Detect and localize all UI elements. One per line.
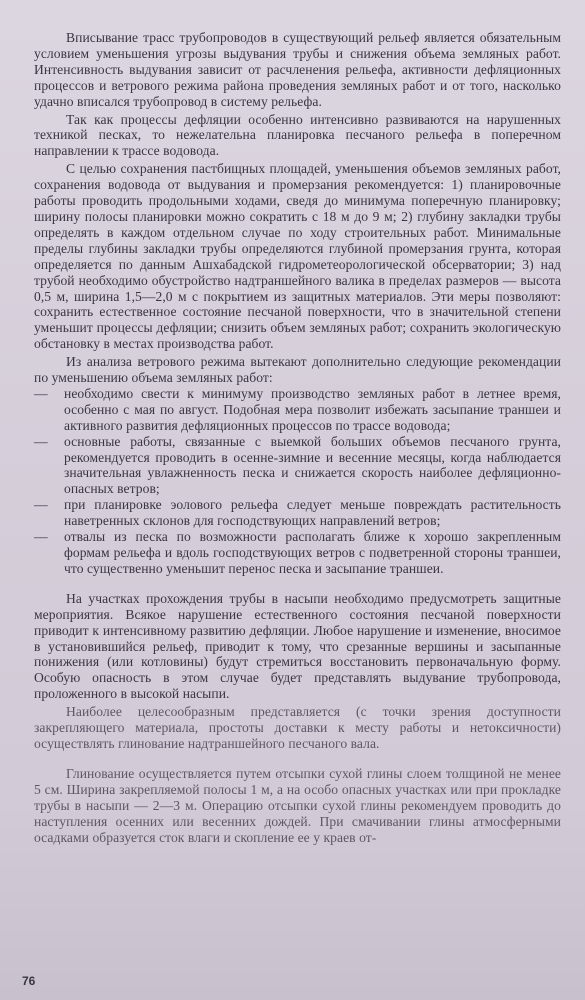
recommendation-list: [34, 386, 561, 577]
list-item: [34, 434, 561, 498]
paragraph-4: Из анализа ветрового режима вытекают дополнительно следующие рекомендации по уменьшению объема земляных работ:: [34, 354, 561, 386]
paragraph-5: На участках прохождения трубы в насыпи необходимо предусмотреть защитные мероприятия. Всякое нарушение естественного состояния песчаной поверхности приводит к интенсивному развитию дефляции. Любое нарушение и изменение, вносимое в установившийся рельеф, приводит к тому, что срезанные вершины и засыпанные понижения (или котловины) будут стремиться восстановить первоначальную форму. Особую опасность в этом случае будет представлять выдувание трубопровода, проложенного в высокой насыпи.: [34, 590, 561, 702]
list-item: [34, 386, 561, 434]
body-text: [34, 30, 561, 845]
list-dash: —: [34, 529, 48, 545]
list-item-text: основные работы, связанные с выемкой больших объемов песчаного грунта, рекомендуется проводить в осенне-зимние и весенние месяцы, когда наблюдается значительная увлажненность песка и снижается скорость наиболее дефляционно-опасных ветров;: [64, 433, 561, 497]
paragraph-2: Так как процессы дефляции особенно интенсивно развиваются на нарушенных техникой песках, то нежелательна планировка песчаного рельефа в поперечном направлении к трассе водовода.: [34, 111, 561, 159]
list-item: [34, 497, 561, 529]
list-dash: —: [34, 385, 48, 401]
list-item: [34, 529, 561, 577]
list-item-text: при планировке эолового рельефа следует меньше повреждать растительность наветренных склонов для господствующих направлений ветров;: [64, 497, 561, 529]
paragraph-1: Вписывание трасс трубопроводов в существующий рельеф является обязательным условием уменьшения угрозы выдувания трубы и снижения объема земляных работ. Интенсивность выдувания зависит от расчленения рельефа, активности дефляционных процессов и ветрового режима района проведения земляных работ и от того, насколько удачно вписался трубопровод в систему рельефа.: [34, 30, 561, 109]
list-item-text: отвалы из песка по возможности располагать ближе к хорошо закрепленным формам рельефа и вдоль господствующих ветров с подветренной стороны траншеи, что существенно уменьшит перенос песка и засыпание траншеи.: [64, 529, 561, 576]
page-number: 76: [22, 974, 36, 988]
paragraph-7: Глинование осуществляется путем отсыпки сухой глины слоем толщиной не менее 5 см. Ширина закрепляемой полосы 1 м, а на особо опасных участках или при прокладке трубы в насыпи — 2—3 м. Операцию отсыпки сухой глины рекомендуем проводить до наступления осенних или весенних дождей. При смачивании глины атмосферными осадками образуется сток влаги и скопление ее у краев от-: [34, 765, 561, 845]
paragraph-6: Наиболее целесообразным представляется (с точки зрения доступности закрепляющего материала, простоты доставки к месту работы и нетоксичности) осуществлять глинование надтраншейного песчаного вала.: [34, 704, 561, 751]
list-dash: —: [34, 497, 48, 513]
list-dash: —: [34, 433, 48, 449]
list-item-text: необходимо свести к минимуму производство земляных работ в летнее время, особенно с мая по август. Подобная мера позволит избежать засыпание траншеи и активного развития дефляционных процессов по трассе водовода;: [64, 385, 561, 433]
paragraph-3: С целью сохранения пастбищных площадей, уменьшения объемов земляных работ, сохранения водовода от выдувания и промерзания рекомендуется: 1) планировочные работы проводить продольными ходами, сведя до минимума поперечную планировку; ширину полосы планировки можно сократить с 18 м до 9 м; 2) глубину закладки трубы определять в каждом отдельном случае по ходу строительных работ. Минимальные пределы глубины закладки трубы определяются глубиной промерзания грунта, которая определяется по данным Ашхабадской гидрометеорологической обсерватории; 3) над трубой необходимо обустройство надтраншейного валика в пределах размеров — высота 0,5 м, ширина 1,5—2,0 м с покрытием из защитных материалов. Эти меры позволяют: сохранить естественное состояние песчаной поверхности, что в значительной степени уменьшит процессы дефляции; снизить объем земляных работ; сохранить экологическую обстановку в местах производства работ.: [34, 161, 561, 352]
